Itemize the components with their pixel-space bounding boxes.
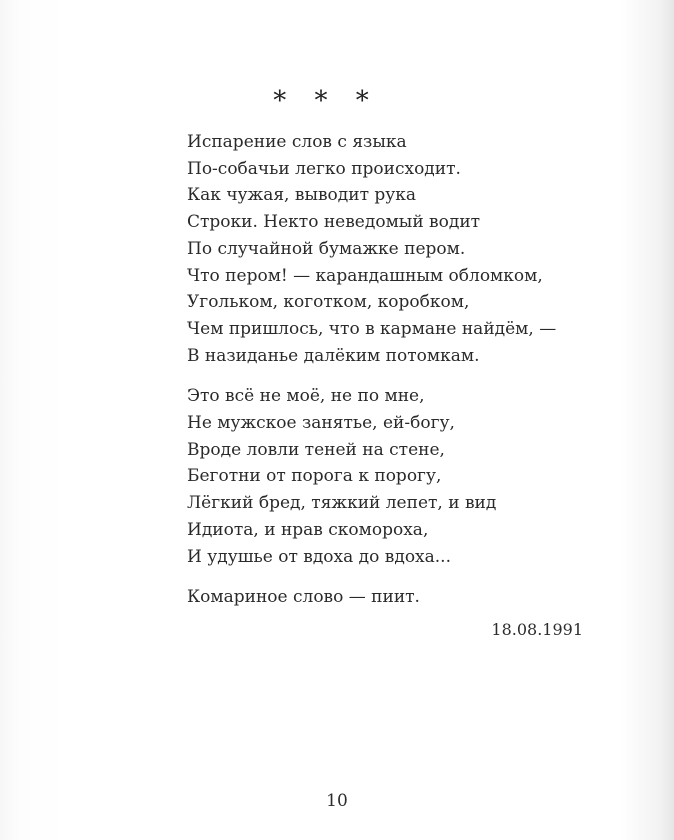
- poem-line: Испарение слов с языка: [187, 132, 407, 152]
- poem-date: 18.08.1991: [491, 620, 583, 639]
- poem-line: Идиота, и нрав скомороха,: [187, 519, 429, 540]
- poem-line: Комариное слово — пиит.: [187, 587, 420, 608]
- page-number: 10: [326, 791, 348, 811]
- poem-line: Вроде ловли теней на стене,: [187, 439, 445, 460]
- poem-line: И удушье от вдоха до вдоха...: [187, 546, 451, 567]
- poem-line: По случайной бумажке пером.: [187, 238, 466, 259]
- poem: [187, 129, 607, 625]
- poem-line: В назиданье далёким потомкам.: [187, 345, 480, 366]
- poem-line: Угольком, коготком, коробком,: [187, 292, 470, 313]
- poem-line: Строки. Некто неведомый водит: [187, 212, 481, 233]
- poem-line: По-собачьи легко происходит.: [187, 158, 461, 179]
- poem-line: Что пером! — карандашным обломком,: [187, 265, 543, 286]
- poem-line: Как чужая, выводит рука: [187, 185, 417, 206]
- poem-line: Лёгкий бред, тяжкий лепет, и вид: [187, 493, 497, 514]
- stanza-2: [187, 383, 607, 570]
- poem-line: Это всё не моё, не по мне,: [187, 386, 425, 407]
- poem-line: Не мужское занятье, ей-богу,: [187, 413, 455, 434]
- section-ornament: * * *: [273, 86, 379, 116]
- poem-line: Беготни от порога к порогу,: [187, 466, 442, 487]
- stanza-3: [187, 584, 607, 611]
- poem-line: Чем пришлось, что в кармане найдём, —: [187, 318, 557, 339]
- stanza-1: [187, 129, 607, 369]
